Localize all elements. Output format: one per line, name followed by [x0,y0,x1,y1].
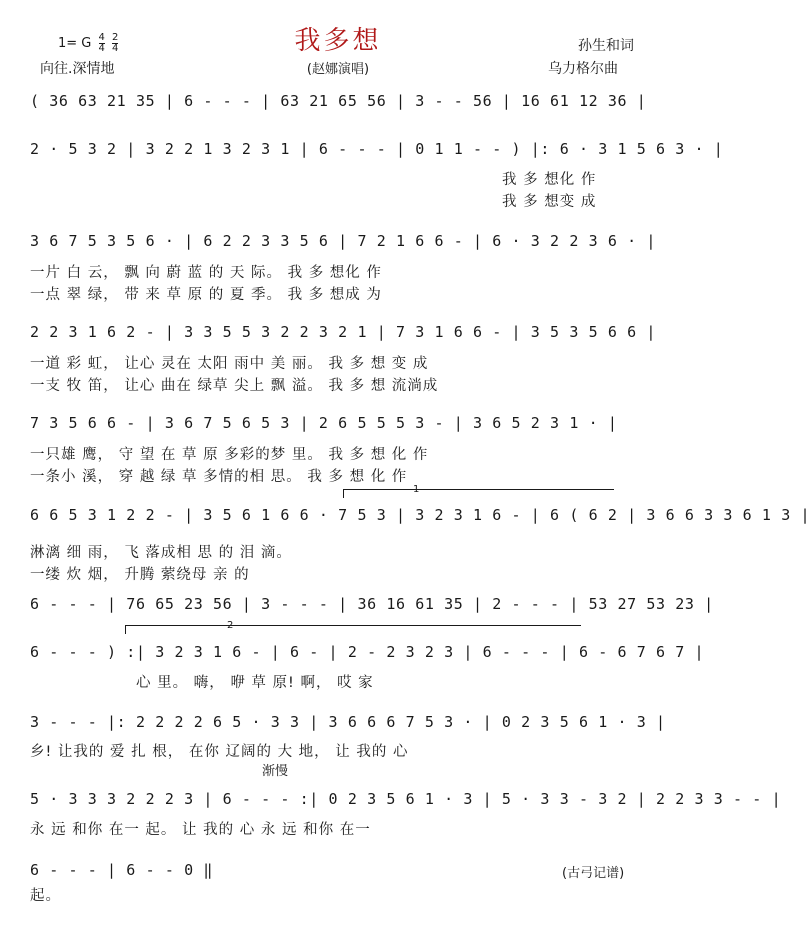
lyric-row-5-verse-1: 一只雄 鹰， 守 望 在 草 原 多彩的梦 里。 我 多 想 化 作 [30,447,429,463]
notation-row-9: 3 - - - |: 2 2 2 2 6 5 · 3 3 | 3 6 6 6 7 5 3 · | 0 2 3 5 6 1 · 3 | [30,713,666,731]
time-signature-1: $\frac{4}{4}$ [98,32,105,54]
notation-row-2: 2 · 5 3 2 | 3 2 2 1 3 2 3 1 | 6 - - - | 0 1 1 - - ) |: 6 · 3 1 5 6 3 · | [30,140,724,158]
notation-row-5: 7 3 5 6 6 - | 3 6 7 5 6 5 3 | 2 6 5 5 5 3 - | 3 6 5 2 3 1 · | [30,414,618,432]
volta-2-bracket [125,625,581,634]
performer: (赵娜演唱) [306,62,370,77]
lyric-row-2-verse-2: 我 多 想变 成 [502,194,597,210]
gradually-slower-marking: 渐慢 [262,764,289,779]
tempo-expression: 向往.深情地 [40,61,115,77]
volta-1-label: 1 [413,484,420,495]
notation-row-4: 2 2 3 1 6 2 - | 3 3 5 5 3 2 2 3 2 1 | 7 3 1 6 6 - | 3 5 3 5 6 6 | [30,323,656,341]
notation-row-8: 6 - - - ) :| 3 2 3 1 6 - | 6 - | 2 - 2 3 2 3 | 6 - - - | 6 - 6 7 6 7 | [30,643,705,661]
lyric-row-8: 心 里。 嗨， 咿 草 原! 啊， 哎 家 [136,675,374,691]
lyric-row-6-verse-2: 一缕 炊 烟， 升腾 萦绕母 亲 的 [30,567,250,583]
volta-2-label: 2 [227,620,234,631]
lyric-row-9: 乡! 让我的 爱 扎 根， 在你 辽阔的 大 地， 让 我的 心 [30,744,409,760]
notation-row-7: 6 - - - | 76 65 23 56 | 3 - - - | 36 16 61 35 | 2 - - - | 53 27 53 23 | [30,595,714,613]
volta-1-bracket [343,489,614,498]
notation-row-1: ( 36 63 21 35 | 6 - - - | 63 21 65 56 | 3 - - 56 | 16 61 12 36 | [30,92,647,110]
lyric-row-5-verse-2: 一条小 溪， 穿 越 绿 草 多情的相 思。 我 多 想 化 作 [30,469,408,485]
lyric-row-6-verse-1: 淋漓 细 雨， 飞 落成相 思 的 泪 滴。 [30,545,292,561]
time-signature-2: $\frac{2}{4}$ [112,32,119,54]
lyric-row-10: 永 远 和你 在一 起。 让 我的 心 永 远 和你 在一 [30,822,371,838]
composer-credit: 乌力格尔曲 [548,61,618,77]
lyric-row-4-verse-1: 一道 彩 虹， 让心 灵在 太阳 雨中 美 丽。 我 多 想 变 成 [30,356,429,372]
lyric-row-11: 起。 [30,888,61,904]
lyric-row-4-verse-2: 一支 牧 笛， 让心 曲在 绿草 尖上 飘 溢。 我 多 想 流淌成 [30,378,439,394]
lyric-row-2-verse-1: 我 多 想化 作 [502,172,597,188]
notation-row-3: 3 6 7 5 3 5 6 · | 6 2 2 3 3 5 6 | 7 2 1 6 6 - | 6 · 3 2 2 3 6 · | [30,232,656,250]
lyricist-credit: 孙生和词 [578,38,634,54]
transcriber-credit: (古弓记谱) [562,866,625,881]
notation-row-10: 5 · 3 3 3 2 2 2 3 | 6 - - - :| 0 2 3 5 6 1 · 3 | 5 · 3 3 - 3 2 | 2 2 3 3 - - | [30,790,782,808]
lyric-row-3-verse-2: 一点 翠 绿， 带 来 草 原 的 夏 季。 我 多 想成 为 [30,287,382,303]
song-title: 我多想 [294,26,382,56]
key-label: 1= G [58,36,92,51]
notation-row-11: 6 - - - | 6 - - 0 ‖ [30,861,213,879]
lyric-row-3-verse-1: 一片 白 云， 飘 向 蔚 蓝 的 天 际。 我 多 想化 作 [30,265,382,281]
notation-row-6: 6 6 5 3 1 2 2 - | 3 5 6 1 6 6 · 7 5 3 | 3 2 3 1 6 - | 6 ( 6 2 | 3 6 6 3 3 6 1 3 | [30,506,810,524]
key-signature [58,33,118,54]
